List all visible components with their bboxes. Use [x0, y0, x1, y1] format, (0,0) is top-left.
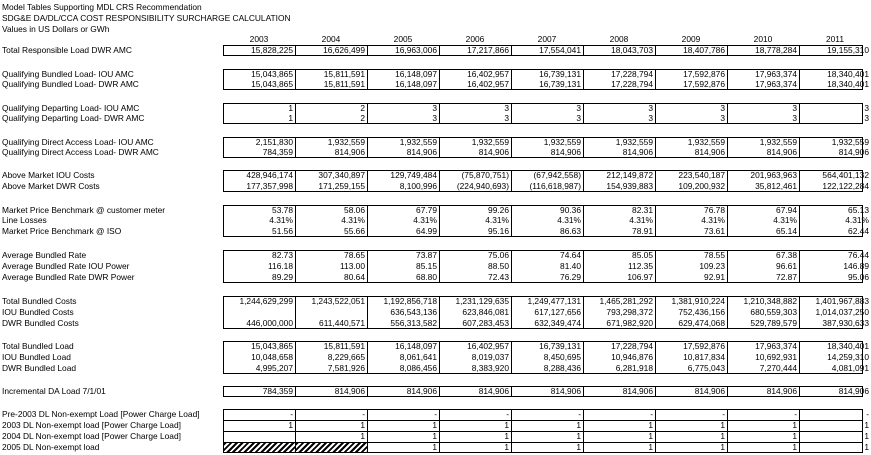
table-cell: 86.63: [560, 226, 581, 236]
table-row: [0, 386, 869, 396]
table-cell: 814,906: [622, 386, 653, 396]
table-cell: 18,407,786: [683, 45, 725, 55]
table-cell: 67.79: [416, 205, 437, 215]
row-label: Pre-2003 DL Non-exempt Load [Power Charge Load]: [2, 409, 200, 419]
table-cell: 16,739,131: [539, 341, 581, 351]
table-row: [0, 420, 869, 430]
row-label: Qualifying Bundled Load- DWR AMC: [2, 79, 139, 89]
table-cell: 1: [288, 103, 293, 113]
year-header: 2010: [753, 34, 773, 44]
table-cell: 1: [360, 431, 365, 441]
table-cell: 18,340,401: [827, 341, 869, 351]
row-label: Average Bundled Rate DWR Power: [2, 272, 135, 282]
table-cell: (67,942,558): [533, 170, 581, 180]
table-cell: 814,906: [550, 147, 581, 157]
table-cell: 177,357,998: [246, 181, 293, 191]
table-cell: 16,148,097: [395, 79, 437, 89]
row-label: IOU Bundled Costs: [2, 307, 74, 317]
table-cell: 3: [648, 103, 653, 113]
table-cell: 1: [648, 420, 653, 430]
table-cell: 814,906: [694, 386, 725, 396]
table-row: [0, 442, 869, 452]
table-cell: 1: [504, 420, 509, 430]
table-cell: 15,043,865: [251, 341, 293, 351]
table-cell: 1,244,629,299: [239, 296, 293, 306]
table-cell: 80.64: [344, 272, 365, 282]
table-cell: 680,559,303: [750, 307, 797, 317]
year-header: 2006: [465, 34, 485, 44]
table-cell: 16,402,957: [467, 69, 509, 79]
table-cell: 17,592,876: [683, 79, 725, 89]
table-cell: 6,281,918: [615, 363, 653, 373]
table-cell: 3: [576, 113, 581, 123]
table-cell: 3: [432, 113, 437, 123]
row-label: Above Market IOU Costs: [2, 170, 95, 180]
table-cell: 4.31%: [557, 215, 581, 225]
row-label: Above Market DWR Costs: [2, 181, 100, 191]
table-cell: 623,846,081: [462, 307, 509, 317]
year-header: 2009: [681, 34, 701, 44]
table-cell: 99.26: [488, 205, 509, 215]
table-cell: 1,932,559: [759, 137, 797, 147]
row-label: Total Bundled Costs: [2, 296, 77, 306]
table-cell: 122,122,284: [822, 181, 869, 191]
table-cell: 14,259,310: [827, 352, 869, 362]
table-cell: 1: [792, 442, 797, 452]
table-cell: 16,402,957: [467, 79, 509, 89]
row-label: DWR Bundled Load: [2, 363, 77, 373]
table-cell: 1: [648, 431, 653, 441]
table-cell: 72.43: [488, 272, 509, 282]
table-row: [0, 250, 869, 260]
table-cell: 671,982,920: [606, 318, 653, 328]
table-cell: 8,383,920: [471, 363, 509, 373]
table-cell: 82.31: [632, 205, 653, 215]
table-cell: -: [650, 409, 653, 419]
year-header: 2005: [393, 34, 413, 44]
table-cell: 17,592,876: [683, 69, 725, 79]
table-row: [0, 103, 869, 113]
table-cell: 17,963,374: [755, 79, 797, 89]
table-row: [0, 226, 869, 236]
table-cell: 1,381,910,224: [671, 296, 725, 306]
table-cell: 96.61: [776, 261, 797, 271]
table-cell: 793,298,372: [606, 307, 653, 317]
page-title: Model Tables Supporting MDL CRS Recommendation: [2, 2, 202, 12]
table-cell: 752,436,156: [678, 307, 725, 317]
row-label: Total Responsible Load DWR AMC: [2, 45, 132, 55]
table-cell: 3: [864, 103, 869, 113]
table-cell: 212,149,872: [606, 170, 653, 180]
table-cell: 564,401,132: [822, 170, 869, 180]
table-cell: 15,043,865: [251, 79, 293, 89]
table-cell: 15,811,591: [323, 79, 365, 89]
table-cell: (75,870,751): [461, 170, 509, 180]
table-cell: 16,402,957: [467, 341, 509, 351]
table-row: [0, 79, 869, 89]
table-row: [0, 113, 869, 123]
table-cell: 17,228,794: [611, 69, 653, 79]
table-cell: 223,540,187: [678, 170, 725, 180]
table-cell: 814,906: [838, 386, 869, 396]
table-cell: 3: [576, 103, 581, 113]
table-cell: 10,817,834: [683, 352, 725, 362]
table-cell: 1: [432, 442, 437, 452]
table-cell: 814,906: [478, 147, 509, 157]
table-cell: 85.05: [632, 250, 653, 260]
table-row: [0, 341, 869, 351]
table-cell: 109.23: [699, 261, 725, 271]
table-cell: 814,906: [766, 147, 797, 157]
table-row: [0, 318, 869, 328]
row-label: Market Price Benchmark @ ISO: [2, 226, 122, 236]
table-cell: 1: [720, 442, 725, 452]
table-cell: 629,474,068: [678, 318, 725, 328]
table-cell: 6,775,043: [687, 363, 725, 373]
table-cell: 1: [432, 431, 437, 441]
table-row: [0, 296, 869, 306]
table-cell: 129,749,484: [390, 170, 437, 180]
table-cell: 1,014,037,250: [815, 307, 869, 317]
table-row: [0, 170, 869, 180]
row-label: Incremental DA Load 7/1/01: [2, 386, 106, 396]
table-cell: 3: [432, 103, 437, 113]
table-cell: 73.61: [704, 226, 725, 236]
table-cell: 1,932,559: [615, 137, 653, 147]
table-cell: 16,739,131: [539, 69, 581, 79]
table-cell: 95.16: [488, 226, 509, 236]
page-subtitle: SDG&E DA/DL/CCA COST RESPONSIBILITY SURCHARGE CALCULATION: [2, 13, 291, 23]
table-cell: 85.15: [416, 261, 437, 271]
table-cell: 1: [864, 442, 869, 452]
table-cell: 3: [504, 103, 509, 113]
table-cell: 1,932,559: [327, 137, 365, 147]
table-cell: 16,626,499: [323, 45, 365, 55]
table-row: [0, 147, 869, 157]
table-cell: 1: [720, 431, 725, 441]
table-cell: 75.06: [488, 250, 509, 260]
table-cell: 171,259,155: [318, 181, 365, 191]
table-cell: 76.78: [704, 205, 725, 215]
table-cell: 814,906: [478, 386, 509, 396]
row-label: 2003 DL Non-exempt load [Power Charge Load]: [2, 420, 181, 430]
hatched-cell: [296, 443, 367, 452]
row-label: 2005 DL Non-exempt load: [2, 442, 100, 452]
table-cell: 1: [792, 420, 797, 430]
table-cell: 446,000,000: [246, 318, 293, 328]
table-cell: 18,778,284: [755, 45, 797, 55]
table-cell: 74.64: [560, 250, 581, 260]
table-cell: 1: [504, 431, 509, 441]
table-cell: 17,554,041: [539, 45, 581, 55]
table-row: [0, 69, 869, 79]
table-row: [0, 215, 869, 225]
table-cell: 146.89: [843, 261, 869, 271]
table-cell: 814,906: [550, 386, 581, 396]
table-cell: 7,270,444: [759, 363, 797, 373]
table-cell: 1,932,559: [471, 137, 509, 147]
table-cell: 1,243,522,051: [311, 296, 365, 306]
row-label: Line Losses: [2, 215, 47, 225]
row-label: Qualifying Departing Load- IOU AMC: [2, 103, 140, 113]
table-row: [0, 272, 869, 282]
row-label: Qualifying Bundled Load- IOU AMC: [2, 69, 134, 79]
table-cell: 3: [648, 113, 653, 123]
table-cell: 4.31%: [485, 215, 509, 225]
table-cell: 814,906: [766, 386, 797, 396]
table-cell: [295, 307, 367, 317]
table-cell: 1: [792, 431, 797, 441]
table-cell: 65.13: [848, 205, 869, 215]
table-cell: 17,963,374: [755, 69, 797, 79]
table-cell: 4.31%: [413, 215, 437, 225]
table-cell: 8,288,436: [543, 363, 581, 373]
row-label: Market Price Benchmark @ customer meter: [2, 205, 166, 215]
row-label: Qualifying Direct Access Load- DWR AMC: [2, 147, 159, 157]
table-cell: 2: [360, 103, 365, 113]
table-cell: 17,228,794: [611, 341, 653, 351]
table-cell: -: [722, 409, 725, 419]
table-cell: 1,932,559: [399, 137, 437, 147]
year-header: 2003: [249, 34, 269, 44]
table-cell: 307,340,897: [318, 170, 365, 180]
table-cell: 4.31%: [269, 215, 293, 225]
table-cell: 784,359: [262, 386, 293, 396]
table-cell: 72.87: [776, 272, 797, 282]
table-cell: 4.31%: [629, 215, 653, 225]
table-cell: 1,249,477,131: [527, 296, 581, 306]
table-cell: 814,906: [334, 386, 365, 396]
table-cell: 15,811,591: [323, 341, 365, 351]
year-header: 2007: [537, 34, 557, 44]
table-cell: 1,210,348,882: [743, 296, 797, 306]
table-cell: 1: [648, 442, 653, 452]
table-cell: 428,946,174: [246, 170, 293, 180]
table-cell: 7,581,926: [327, 363, 365, 373]
table-cell: 18,340,401: [827, 79, 869, 89]
table-cell: 1,231,129,635: [455, 296, 509, 306]
row-label: Qualifying Departing Load- DWR AMC: [2, 113, 145, 123]
table-cell: 65.14: [776, 226, 797, 236]
table-cell: 3: [792, 103, 797, 113]
table-cell: 1: [360, 420, 365, 430]
table-cell: 814,906: [406, 147, 437, 157]
table-cell: 19,155,310: [827, 45, 869, 55]
row-label: Average Bundled Rate IOU Power: [2, 261, 130, 271]
table-cell: 4.31%: [845, 215, 869, 225]
hatched-cell: [224, 443, 295, 452]
table-cell: 92.91: [704, 272, 725, 282]
table-cell: 636,543,136: [390, 307, 437, 317]
row-label: Total Bundled Load: [2, 341, 74, 351]
table-row: [0, 137, 869, 147]
table-cell: 1,401,967,883: [815, 296, 869, 306]
table-row: [0, 363, 869, 373]
table-row: [0, 205, 869, 215]
table-cell: 201,963,963: [750, 170, 797, 180]
table-cell: 814,906: [622, 147, 653, 157]
row-label: IOU Bundled Load: [2, 352, 71, 362]
table-cell: 10,692,931: [755, 352, 797, 362]
table-cell: 68.80: [416, 272, 437, 282]
table-cell: 1: [864, 420, 869, 430]
table-cell: 81.40: [560, 261, 581, 271]
table-cell: 76.29: [560, 272, 581, 282]
table-cell: 15,811,591: [323, 69, 365, 79]
table-row: [0, 409, 869, 419]
table-cell: 1: [576, 442, 581, 452]
table-cell: 15,043,865: [251, 69, 293, 79]
table-cell: 2: [360, 113, 365, 123]
table-cell: 73.87: [416, 250, 437, 260]
table-cell: 55.66: [344, 226, 365, 236]
table-cell: 35,812,461: [755, 181, 797, 191]
table-row: [0, 181, 869, 191]
table-cell: -: [794, 409, 797, 419]
table-cell: 116.18: [268, 261, 293, 271]
table-cell: 67.38: [776, 250, 797, 260]
table-row: [0, 307, 869, 317]
table-cell: 95.06: [848, 272, 869, 282]
table-cell: 78.65: [344, 250, 365, 260]
table-cell: 611,440,571: [319, 318, 365, 328]
table-cell: 78.55: [704, 250, 725, 260]
table-cell: -: [578, 409, 581, 419]
table-row: [0, 261, 869, 271]
row-label: DWR Bundled Costs: [2, 318, 79, 328]
table-cell: -: [866, 409, 869, 419]
row-label: Average Bundled Rate: [2, 250, 87, 260]
table-cell: -: [362, 409, 365, 419]
table-cell: 8,061,641: [399, 352, 437, 362]
row-label: 2004 DL Non-exempt load [Power Charge Load]: [2, 431, 181, 441]
table-cell: (224,940,693): [456, 181, 509, 191]
table-cell: 814,906: [334, 147, 365, 157]
table-cell: 529,789,579: [750, 318, 797, 328]
units-note: Values in US Dollars or GWh: [2, 24, 110, 34]
table-cell: 3: [720, 113, 725, 123]
table-cell: 4,081,091: [831, 363, 869, 373]
table-cell: 17,592,876: [683, 341, 725, 351]
table-cell: -: [290, 409, 293, 419]
table-cell: 51.56: [272, 226, 293, 236]
table-cell: 8,100,996: [399, 181, 437, 191]
table-cell: 1: [288, 420, 293, 430]
table-cell: 8,229,665: [327, 352, 365, 362]
table-cell: 814,906: [694, 147, 725, 157]
table-cell: 4.31%: [341, 215, 365, 225]
table-cell: [223, 431, 295, 441]
table-cell: 8,450,695: [543, 352, 581, 362]
table-cell: 62.44: [848, 226, 869, 236]
table-cell: 16,148,097: [395, 69, 437, 79]
table-cell: 82.73: [272, 250, 293, 260]
table-row: [0, 431, 869, 441]
table-cell: 1: [576, 431, 581, 441]
table-cell: 4.31%: [701, 215, 725, 225]
table-cell: 814,906: [838, 147, 869, 157]
table-cell: 16,148,097: [395, 341, 437, 351]
table-row: [0, 45, 869, 55]
table-cell: 814,906: [406, 386, 437, 396]
table-cell: 76.44: [848, 250, 869, 260]
table-cell: 1,932,559: [543, 137, 581, 147]
table-cell: 1: [504, 442, 509, 452]
table-cell: 556,313,582: [390, 318, 437, 328]
table-cell: 617,127,656: [534, 307, 581, 317]
table-cell: 90.36: [560, 205, 581, 215]
table-cell: 78.91: [632, 226, 653, 236]
table-cell: 18,340,401: [827, 69, 869, 79]
table-cell: 64.99: [416, 226, 437, 236]
table-cell: -: [506, 409, 509, 419]
table-cell: 1,192,856,718: [383, 296, 437, 306]
table-cell: 17,228,794: [611, 79, 653, 89]
table-cell: 53.78: [272, 205, 293, 215]
table-cell: 1: [864, 431, 869, 441]
year-header: 2011: [825, 34, 844, 44]
table-cell: 89.29: [272, 272, 293, 282]
table-cell: 3: [792, 113, 797, 123]
table-cell: 17,963,374: [755, 341, 797, 351]
table-cell: 784,359: [262, 147, 293, 157]
table-cell: 607,283,453: [462, 318, 509, 328]
table-cell: 2,151,830: [255, 137, 293, 147]
table-cell: 3: [504, 113, 509, 123]
table-cell: 8,086,456: [399, 363, 437, 373]
year-header: 2004: [321, 34, 341, 44]
table-cell: 17,217,866: [467, 45, 509, 55]
row-label: Qualifying Direct Access Load- IOU AMC: [2, 137, 154, 147]
table-cell: 387,930,633: [822, 318, 869, 328]
table-cell: 112.35: [628, 261, 653, 271]
table-row: [0, 352, 869, 362]
table-cell: 4.31%: [773, 215, 797, 225]
table-cell: 3: [864, 113, 869, 123]
table-cell: 632,349,474: [534, 318, 581, 328]
table-cell: 1: [576, 420, 581, 430]
table-cell: 16,963,006: [395, 45, 437, 55]
table-cell: 1: [288, 113, 293, 123]
table-cell: 4,995,207: [255, 363, 293, 373]
table-cell: 154,939,883: [606, 181, 653, 191]
table-cell: (116,618,987): [529, 181, 581, 191]
table-cell: 10,048,658: [251, 352, 293, 362]
table-cell: 1: [720, 420, 725, 430]
table-cell: 3: [720, 103, 725, 113]
table-cell: 15,828,225: [251, 45, 293, 55]
table-cell: 1,932,559: [687, 137, 725, 147]
table-cell: 8,019,037: [471, 352, 509, 362]
table-cell: 58.06: [344, 205, 365, 215]
table-cell: 18,043,703: [611, 45, 653, 55]
table-cell: 10,946,876: [611, 352, 653, 362]
table-cell: 88.50: [488, 261, 509, 271]
table-cell: 1,465,281,292: [599, 296, 653, 306]
table-cell: 67.94: [776, 205, 797, 215]
table-cell: 16,739,131: [539, 79, 581, 89]
table-cell: 113.00: [340, 261, 365, 271]
table-cell: 109,200,932: [678, 181, 725, 191]
table-cell: 1,932,559: [831, 137, 869, 147]
table-cell: 106.97: [627, 272, 653, 282]
year-header: 2008: [609, 34, 629, 44]
table-cell: -: [434, 409, 437, 419]
table-cell: 1: [432, 420, 437, 430]
table-cell: [223, 307, 295, 317]
